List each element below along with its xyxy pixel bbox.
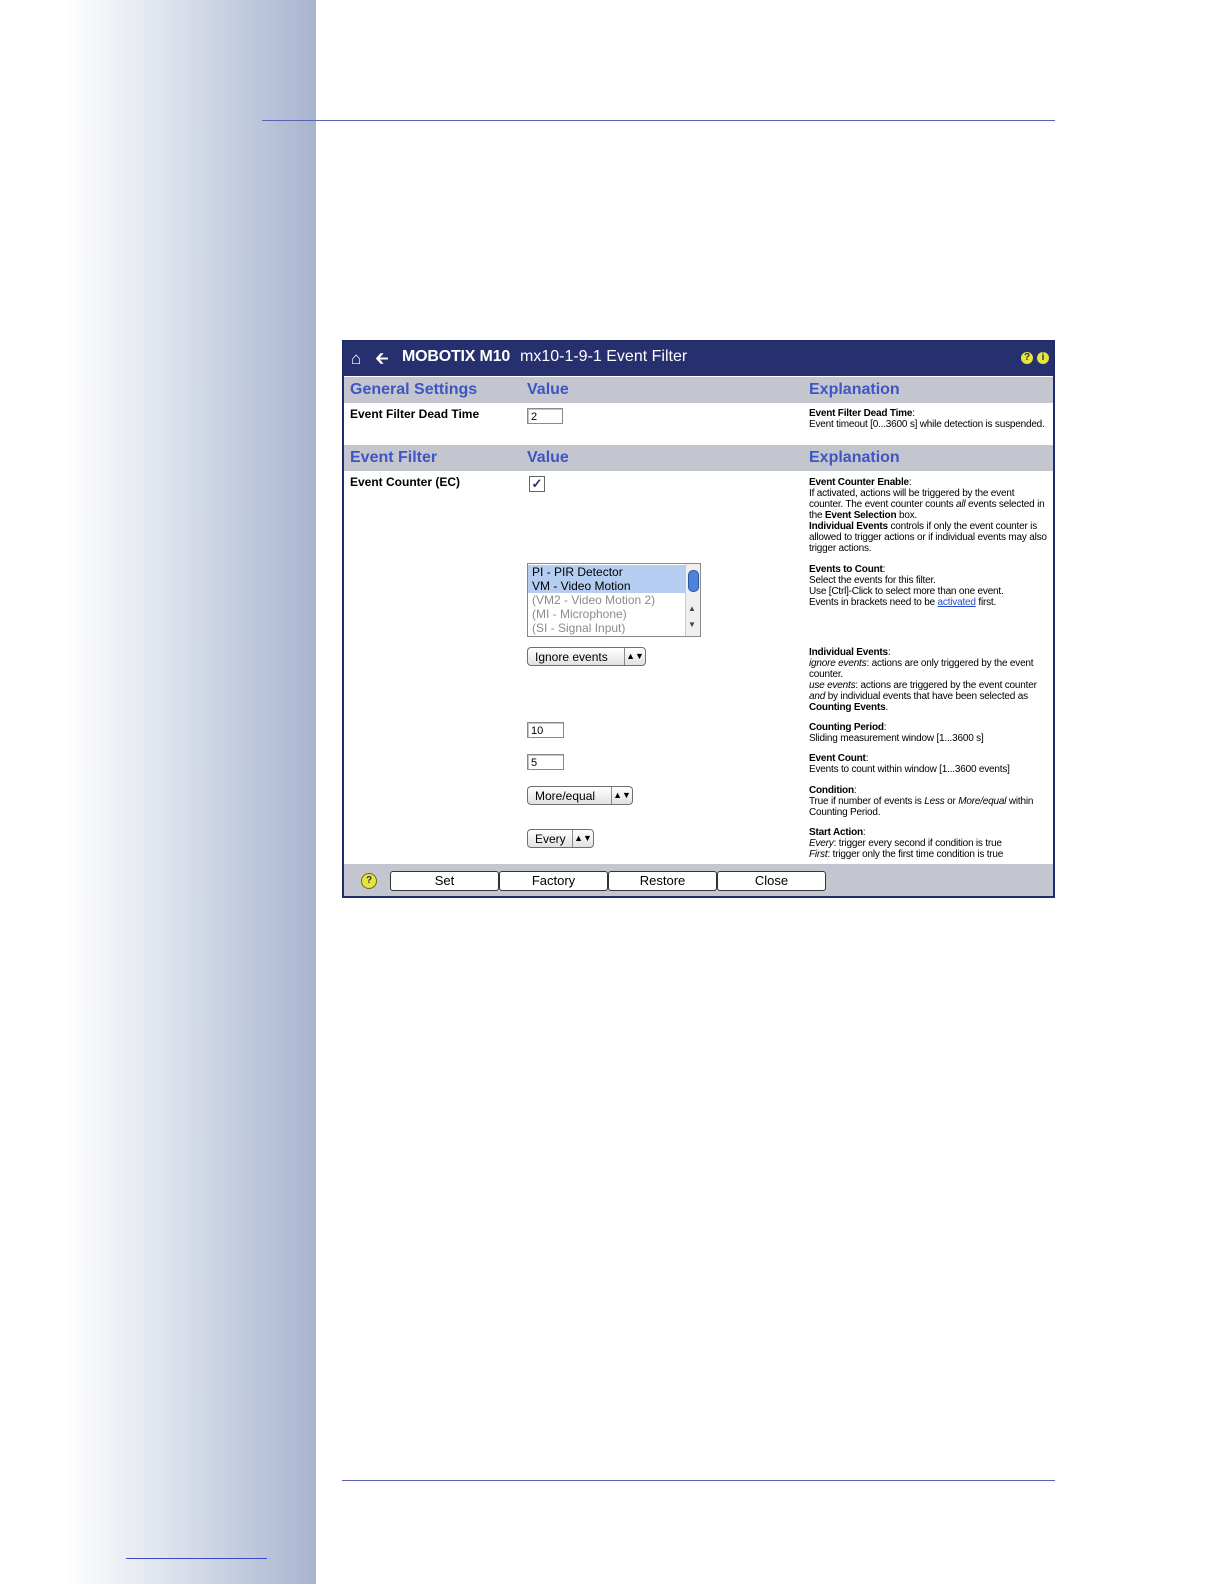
value-heading: Value xyxy=(527,381,569,398)
select-arrows-icon: ▲▼ xyxy=(624,648,645,665)
factory-button[interactable]: Factory xyxy=(499,871,608,891)
value-heading: Value xyxy=(527,449,569,466)
checkmark-icon: ✓ xyxy=(531,476,543,491)
individual-events-explanation: Individual Events: ignore events: actions are only triggered by the event counter. use events: actions are triggered by the event counter and by individual events that have been selected as Counting Events. xyxy=(809,647,1037,713)
home-icon[interactable]: ⌂ xyxy=(351,349,362,368)
page-side-band xyxy=(62,0,316,1584)
back-arrow-icon[interactable]: 🡰 xyxy=(375,349,389,368)
event-counter-checkbox[interactable] xyxy=(529,476,545,492)
set-button[interactable]: Set xyxy=(390,871,499,891)
general-settings-heading: General Settings xyxy=(350,381,478,398)
condition-select[interactable]: More/equal ▲▼ xyxy=(527,786,633,805)
info-icon[interactable]: i xyxy=(1037,352,1049,364)
start-action-explanation: Start Action: Every: trigger every second if condition is true First: trigger only the first time condition is true xyxy=(809,827,1004,860)
help-icon[interactable]: ? xyxy=(361,873,377,889)
event-filter-heading: Event Filter xyxy=(350,449,438,466)
event-count-explanation: Event Count: Events to count within window [1...3600 events] xyxy=(809,753,1010,775)
condition-explanation: Condition: True if number of events is Less or More/equal within Counting Period. xyxy=(809,785,1034,818)
footer-link-rule xyxy=(126,1558,267,1559)
dialog-title: mx10-1-9-1 Event Filter xyxy=(520,348,688,365)
counting-period-input[interactable]: 10 xyxy=(527,722,564,738)
top-rule xyxy=(262,120,1055,121)
listbox-scrollbar[interactable] xyxy=(685,564,700,636)
events-to-count-listbox[interactable] xyxy=(527,563,701,637)
start-action-select[interactable]: Every ▲▼ xyxy=(527,829,594,848)
bottom-rule xyxy=(342,1480,1055,1481)
general-settings-header xyxy=(344,377,1053,403)
list-item[interactable]: (SI - Signal Input) xyxy=(532,621,626,635)
close-button[interactable]: Close xyxy=(717,871,826,891)
event-filter-dialog xyxy=(342,340,1055,898)
event-filter-header xyxy=(344,445,1053,471)
brand-title: MOBOTIX M10 xyxy=(402,348,511,365)
event-counter-explanation: Event Counter Enable: If activated, actions will be triggered by the event counter. The event counter counts all events selected in the Event Selection box. Individual Events controls if only the event counter is allowed to trigger actions or if individual events may also trigger actions. xyxy=(809,477,1047,554)
dead-time-label: Event Filter Dead Time xyxy=(350,407,480,421)
list-item[interactable]: PI - PIR Detector xyxy=(528,565,685,579)
dead-time-input[interactable]: 2 xyxy=(527,408,563,424)
activated-link[interactable]: activated xyxy=(937,597,976,608)
counting-period-explanation: Counting Period: Sliding measurement window [1...3600 s] xyxy=(809,722,984,744)
explanation-heading: Explanation xyxy=(809,381,900,398)
individual-events-select[interactable]: Ignore events ▲▼ xyxy=(527,647,646,666)
event-counter-label: Event Counter (EC) xyxy=(350,475,461,489)
scrollbar-thumb[interactable] xyxy=(688,570,699,592)
event-count-input[interactable]: 5 xyxy=(527,754,564,770)
restore-button[interactable]: Restore xyxy=(608,871,717,891)
dead-time-explanation: Event Filter Dead Time: Event timeout [0...3600 s] while detection is suspended. xyxy=(809,408,1045,430)
scroll-down-icon[interactable]: ▼ xyxy=(688,620,696,629)
help-icon[interactable]: ? xyxy=(1021,352,1033,364)
explanation-heading: Explanation xyxy=(809,449,900,466)
select-arrows-icon: ▲▼ xyxy=(572,830,593,847)
dialog-footer xyxy=(344,864,1053,896)
events-to-count-explanation: Events to Count: Select the events for this filter. Use [Ctrl]-Click to select more than one event. Events in brackets need to be activated first. xyxy=(809,564,1004,608)
scroll-up-icon[interactable]: ▲ xyxy=(688,604,696,613)
list-item[interactable]: (MI - Microphone) xyxy=(532,607,627,621)
select-arrows-icon: ▲▼ xyxy=(611,787,632,804)
list-item[interactable]: VM - Video Motion xyxy=(528,579,685,593)
list-item[interactable]: (VM2 - Video Motion 2) xyxy=(532,593,656,607)
title-bar xyxy=(344,342,1053,376)
